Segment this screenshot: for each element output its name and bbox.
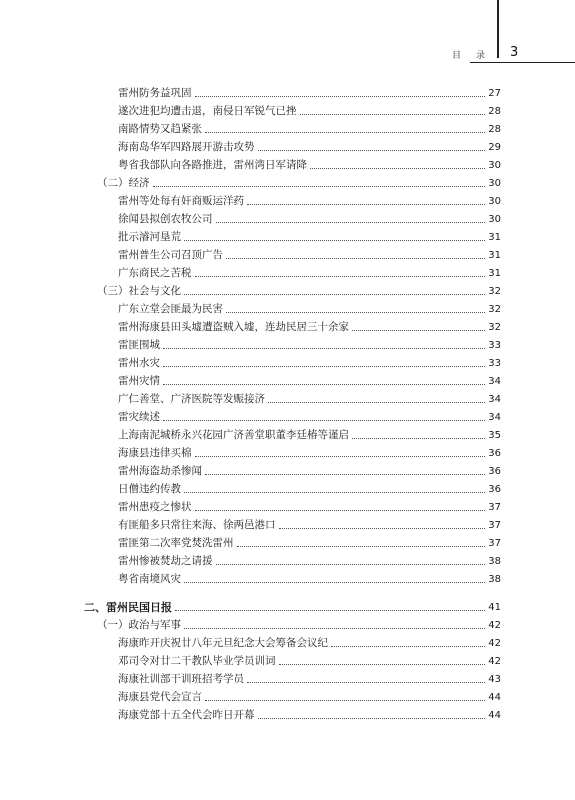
toc-entry [118,137,501,154]
toc-entry [118,407,501,424]
toc-entry-page: 37 [488,520,501,531]
toc-leader-dots [300,113,486,115]
toc-entry-title: （一）政治与军事 [97,619,181,631]
toc-entry-title: 雷州防务益巩固 [118,87,192,99]
toc-entry-title: 徐闻县拟创农牧公司 [118,213,213,225]
toc-entry-page: 32 [488,286,501,297]
toc-leader-dots [216,563,486,565]
toc-entry-title: 雷州海康县田头墟遭盗贼入墟，连劫民居三十余家 [118,321,349,333]
toc-entry [118,299,501,316]
toc-entry-title: 海康党部十五全代会昨日开幕 [118,709,255,721]
toc-section-heading [97,173,501,190]
toc-entry-title: 海康社训部干训班招考学员 [118,673,244,685]
toc-leader-dots [247,203,485,205]
toc-entry-page: 31 [488,250,501,261]
toc-entry [118,263,501,280]
toc-leader-dots [195,95,486,97]
running-title: 目 录 [452,51,491,61]
toc-entry-title: 粤省南境风灾 [118,573,181,585]
toc-entry-title: 海康昨开庆祝廿八年元旦纪念大会筹备会议纪 [118,637,328,649]
toc-entry-title: 粤省我部队向各路推进，雷州湾日军请降 [118,159,307,171]
toc-leader-dots [184,239,485,241]
header-vertical-rule [497,0,499,58]
toc-leader-dots [184,491,485,493]
toc-entry [118,633,501,650]
toc-leader-dots [163,365,485,367]
toc-entry-page: 42 [488,656,501,667]
toc-leader-dots [352,437,485,439]
toc-entry [118,191,501,208]
toc-entry-page: 36 [488,448,501,459]
toc-entry-title: 广仁善堂、广济医院等发赈接济 [118,393,265,405]
toc-entry-page: 34 [488,394,501,405]
toc-entry-page: 33 [488,340,501,351]
toc-entry-title: 雷州水灾 [118,357,160,369]
toc-leader-dots [279,663,486,665]
toc-entry-title: 雷匪围城 [118,339,160,351]
toc-leader-dots [258,149,486,151]
toc-entry [118,317,501,334]
toc-entry-page: 42 [488,620,501,631]
toc-entry-page: 43 [488,674,501,685]
toc-leader-dots [205,131,485,133]
toc-entry [118,569,501,586]
toc-entry-title: 批示濬河垦荒 [118,231,181,243]
toc-entry [118,155,501,172]
toc-entry-page: 27 [488,88,501,99]
toc-entry-page: 30 [488,160,501,171]
toc-entry-title: 二、雷州民国日报 [84,601,172,614]
toc-entry-title: 海康县党代会宣言 [118,691,202,703]
toc-entry-title: 雷州等处每有奸商贩运洋药 [118,195,244,207]
toc-entry-title: 南路情势又趋紧张 [118,123,202,135]
toc-entry-page: 36 [488,466,501,477]
toc-entry-title: 雷州惨被焚劫之请援 [118,555,213,567]
toc-entry-title: 日僧违约传教 [118,483,181,495]
toc-entry-page: 36 [488,484,501,495]
toc-entry-page: 44 [488,710,501,721]
toc-entry-page: 30 [488,196,501,207]
toc-entry [118,227,501,244]
toc-entry [118,669,501,686]
toc-entry [118,651,501,668]
toc-entry-title: 雷州患疫之惨状 [118,501,192,513]
toc-entry-title: 海南岛华军四路展开游击攻势 [118,141,255,153]
toc-leader-dots [184,581,485,583]
toc-leader-dots [247,681,485,683]
toc-entry-title: （三）社会与文化 [97,285,181,297]
toc-entry [118,687,501,704]
toc-entry-title: 雷州灾情 [118,375,160,387]
toc-leader-dots [216,221,486,223]
toc-entry [118,119,501,136]
toc-entry-title: 有匪船多只常往来海、徐两邑港口 [118,519,276,531]
toc-section-heading [97,615,501,632]
toc-entry-page: 30 [488,214,501,225]
toc-entry-page: 35 [488,430,501,441]
toc-leader-dots [258,717,486,719]
toc-entry [118,353,501,370]
toc-leader-dots [195,275,486,277]
toc-entry-title: 广东商民之苦税 [118,267,192,279]
toc-entry-page: 33 [488,358,501,369]
toc-entry-page: 32 [488,322,501,333]
toc-entry-page: 41 [488,602,501,613]
toc-entry-title: 雷灾续述 [118,411,160,423]
toc-entry-page: 37 [488,502,501,513]
toc-entry-page: 37 [488,538,501,549]
toc-part-heading [84,597,501,614]
toc-entry-title: （二）经济 [97,177,150,189]
toc-entry-title: 雷州海盗劫杀惨闻 [118,465,202,477]
toc-entry [118,443,501,460]
toc-leader-dots [195,455,486,457]
toc-leader-dots [184,293,485,295]
toc-entry [118,209,501,226]
page-number: 3 [510,45,519,60]
toc-entry-page: 44 [488,692,501,703]
toc-leader-dots [195,509,486,511]
toc-leader-dots [163,419,485,421]
toc-leader-dots [226,311,485,313]
toc-leader-dots [268,401,485,403]
toc-leader-dots [310,167,485,169]
toc-entry [118,389,501,406]
toc-leader-dots [237,545,486,547]
toc-entry [118,461,501,478]
header-horizontal-rule [470,62,575,63]
toc-entry [118,551,501,568]
toc-section-heading [97,281,501,298]
toc-entry-title: 邓司令对廿二干教队毕业学员训词 [118,655,276,667]
toc-entry [118,705,501,722]
toc-entry [118,245,501,262]
toc-entry-page: 34 [488,412,501,423]
toc-entry-title: 海康县违律买棉 [118,447,192,459]
toc-entry-title: 上海南泥城桥永兴花园广济善堂职董李廷椿等谨启 [118,429,349,441]
toc-entry-page: 29 [488,142,501,153]
toc-entry [118,101,501,118]
toc-leader-dots [226,257,485,259]
toc-entry-page: 32 [488,304,501,315]
toc-entry-page: 31 [488,232,501,243]
toc-entry-page: 31 [488,268,501,279]
toc-entry-page: 38 [488,556,501,567]
toc-leader-dots [153,185,486,187]
toc-entry-page: 42 [488,638,501,649]
toc-entry [118,83,501,100]
toc-leader-dots [163,383,485,385]
toc-leader-dots [331,645,485,647]
toc-entry [118,425,501,442]
toc-entry-title: 广东立堂会匪最为民害 [118,303,223,315]
toc-entry [118,533,501,550]
toc-leader-dots [205,699,485,701]
toc-entry [118,335,501,352]
toc-leader-dots [175,609,485,611]
toc-entry-title: 雷州普生公司召顶广告 [118,249,223,261]
toc-entry [118,479,501,496]
toc-entry [118,515,501,532]
toc-entry-page: 34 [488,376,501,387]
toc-entry-page: 28 [488,124,501,135]
toc-entry-page: 28 [488,106,501,117]
toc-leader-dots [184,627,485,629]
toc-leader-dots [205,473,485,475]
toc-leader-dots [352,329,485,331]
toc-entry [118,371,501,388]
toc-leader-dots [163,347,485,349]
toc-entry-page: 38 [488,574,501,585]
toc-entry [118,497,501,514]
toc-leader-dots [279,527,486,529]
toc-entry-title: 遂次进犯均遭击退，南侵日军锐气已挫 [118,105,297,117]
toc-entry-title: 雷匪第二次率党焚洗雷州 [118,537,234,549]
toc-entry-page: 30 [488,178,501,189]
